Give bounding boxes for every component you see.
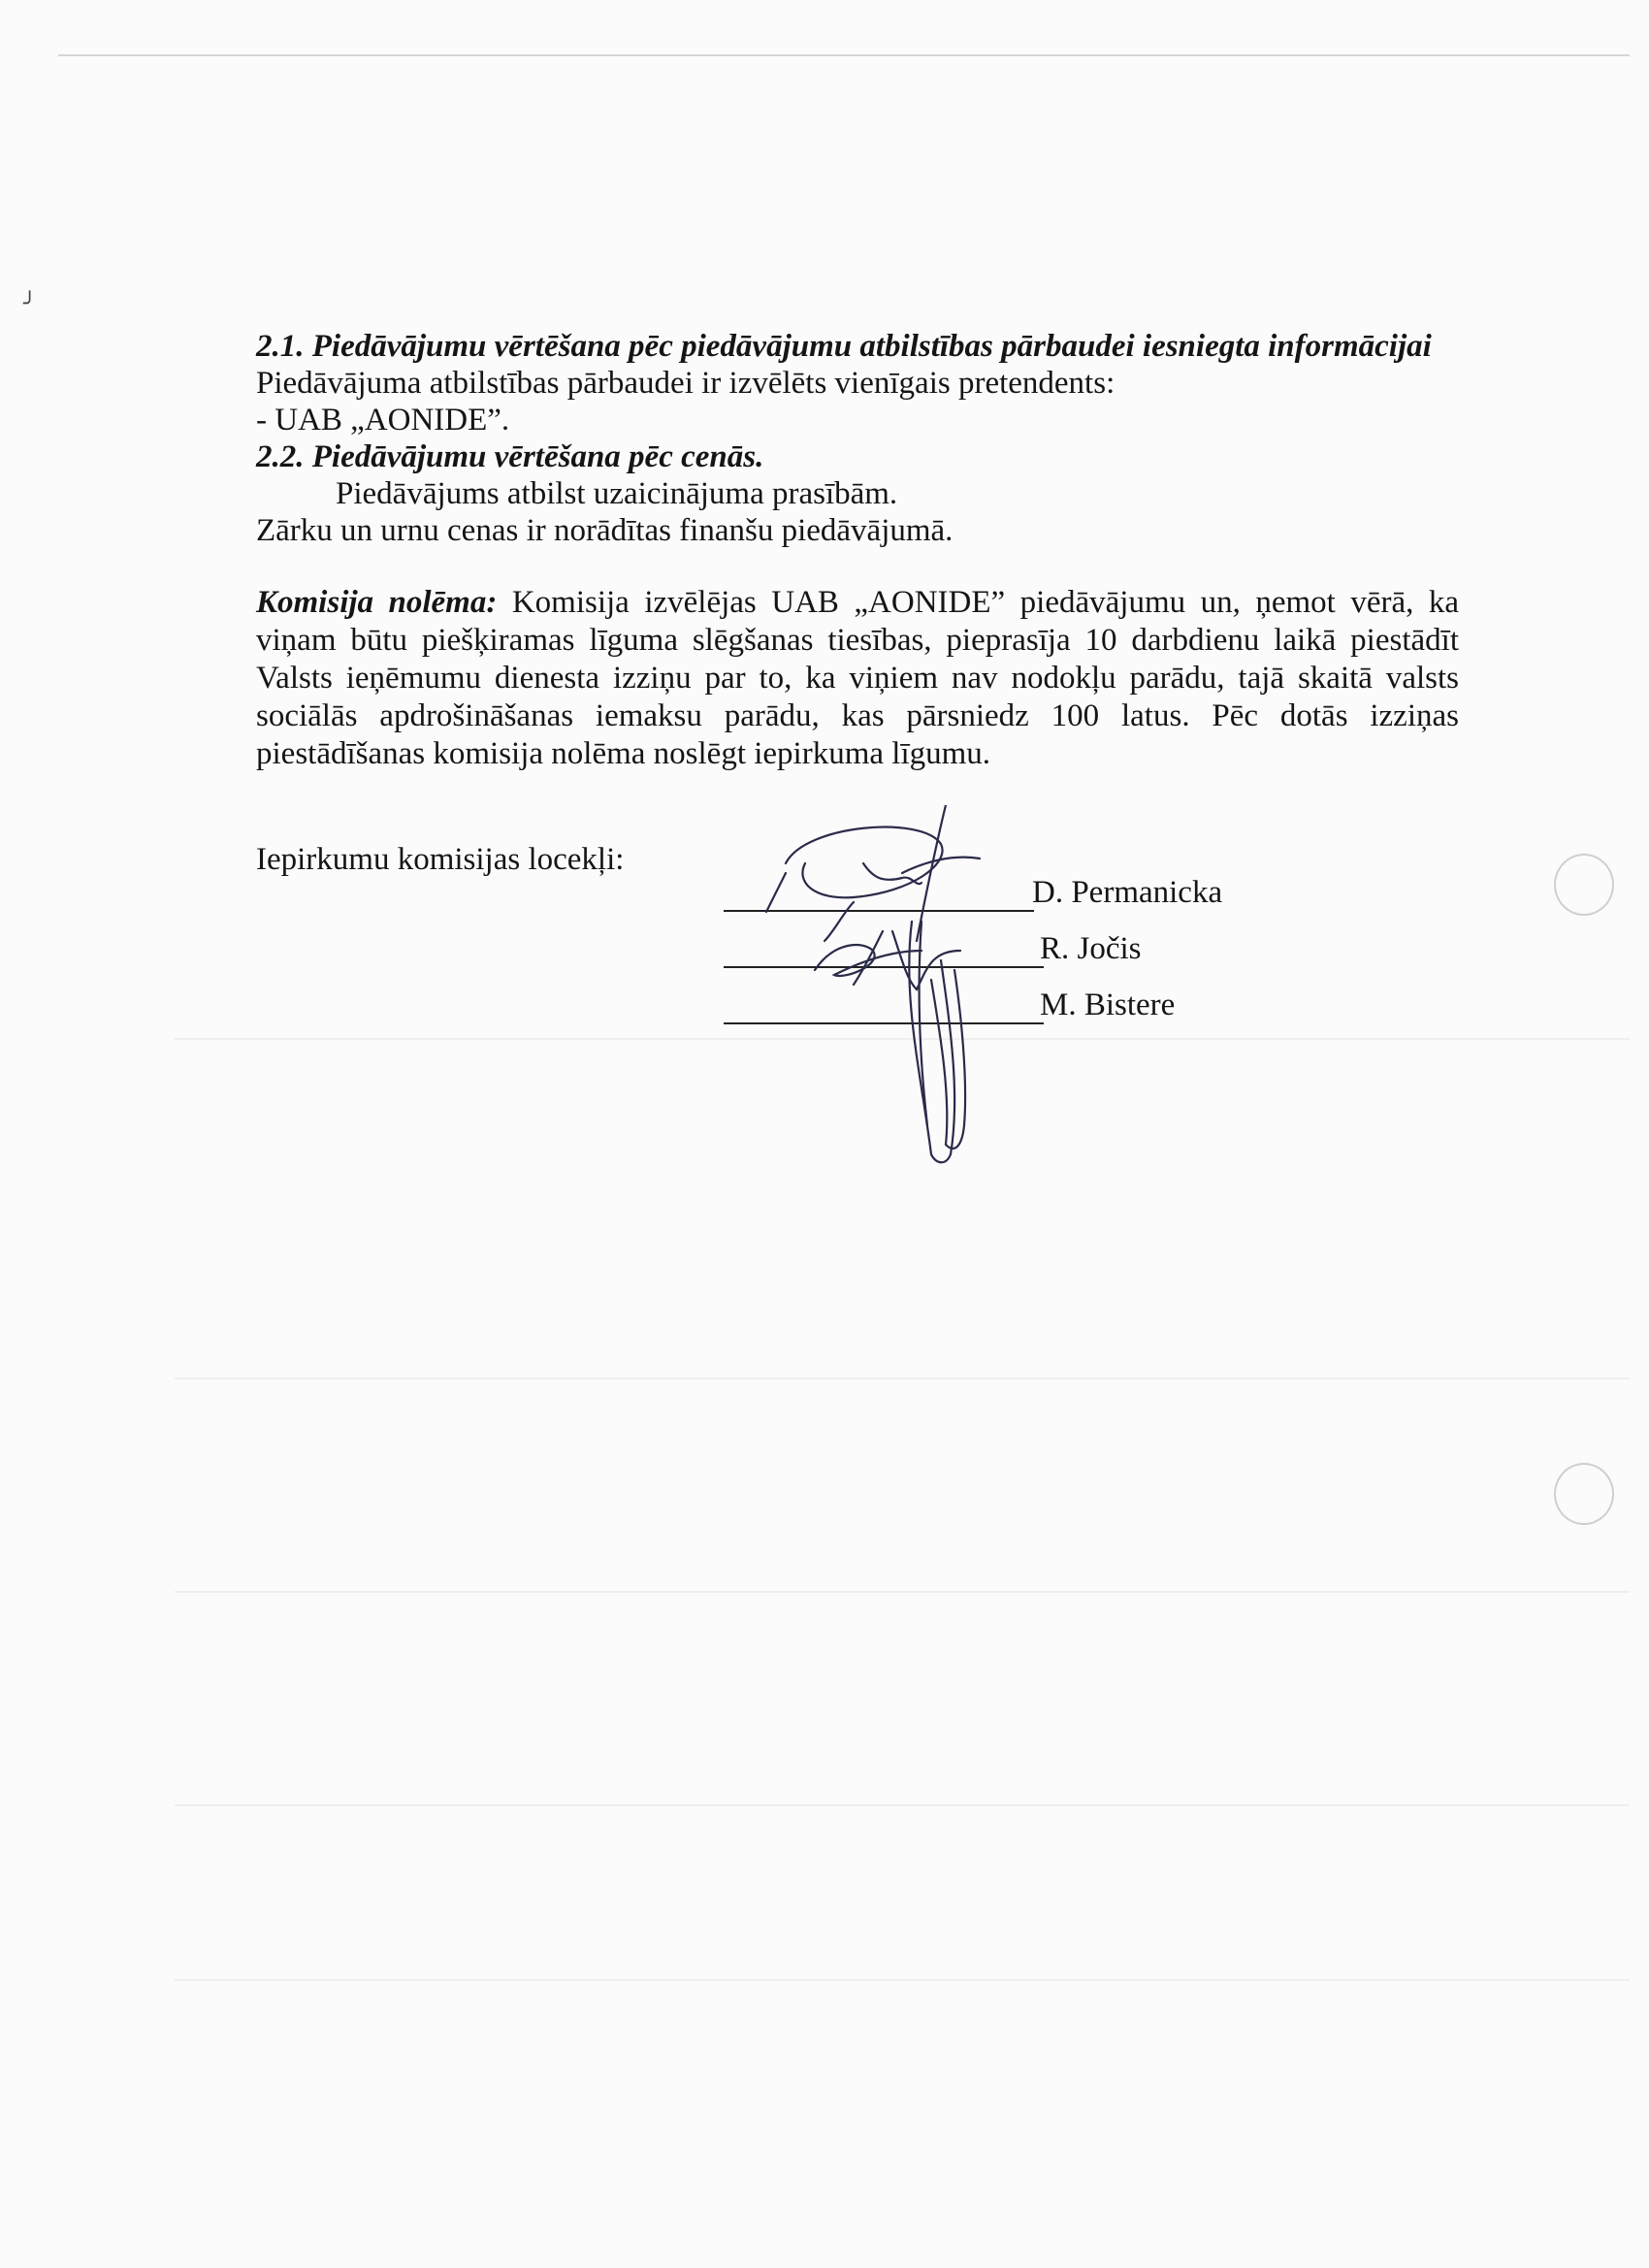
body-text: - UAB „AONIDE”. bbox=[256, 403, 510, 437]
bleed-through bbox=[175, 1377, 1630, 1393]
bleed-through bbox=[175, 1804, 1630, 1820]
member-name: R. Jočis bbox=[1040, 931, 1142, 966]
body-text: Piedāvājuma atbilstības pārbaudei ir izvēlēts vienīgais pretendents: bbox=[256, 366, 1116, 401]
member-name: M. Bistere bbox=[1040, 988, 1176, 1022]
punch-hole bbox=[1554, 854, 1614, 916]
scan-edge-line bbox=[58, 54, 1630, 56]
bleed-through bbox=[175, 1979, 1630, 1994]
scan-mark: ╯ bbox=[23, 291, 37, 315]
members-label: Iepirkumu komisijas locekļi: bbox=[256, 842, 625, 877]
section-heading: 2.2. Piedāvājumu vērtēšana pēc cenās. bbox=[256, 439, 764, 474]
decision-paragraph bbox=[256, 584, 1459, 773]
document-body bbox=[256, 328, 1459, 805]
decision-lead: Komisija nolēma: bbox=[256, 585, 498, 620]
body-text: Piedāvājums atbilst uzaicinājuma prasībām. bbox=[336, 476, 898, 511]
body-text: Zārku un urnu cenas ir norādītas finanšu piedāvājumā. bbox=[256, 513, 954, 548]
section-heading: 2.1. Piedāvājumu vērtēšana pēc piedāvājumu atbilstības pārbaudei iesniegta informācijai bbox=[256, 329, 1432, 364]
bleed-through bbox=[175, 1591, 1630, 1606]
decision-text: Komisija izvēlējas UAB „AONIDE” piedāvājumu un, ņemot vērā, ka viņam būtu piešķiramas līguma slēgšanas tiesības, pieprasīja 10 darbdienu laikā piestādīt Valsts ieņēmumu dienesta izziņu par to, ka viņiem nav nodokļu parādu, tajā skaitā valsts sociālās apdrošināšanas iemaksu parādu, kas pārsniedz 100 latus. Pēc dotās izziņas piestādīšanas komisija nolēma noslēgt iepirkuma līgumu. bbox=[256, 585, 1459, 771]
member-name: D. Permanicka bbox=[1032, 875, 1223, 910]
punch-hole bbox=[1554, 1463, 1614, 1525]
handwritten-signatures bbox=[747, 805, 1038, 1174]
